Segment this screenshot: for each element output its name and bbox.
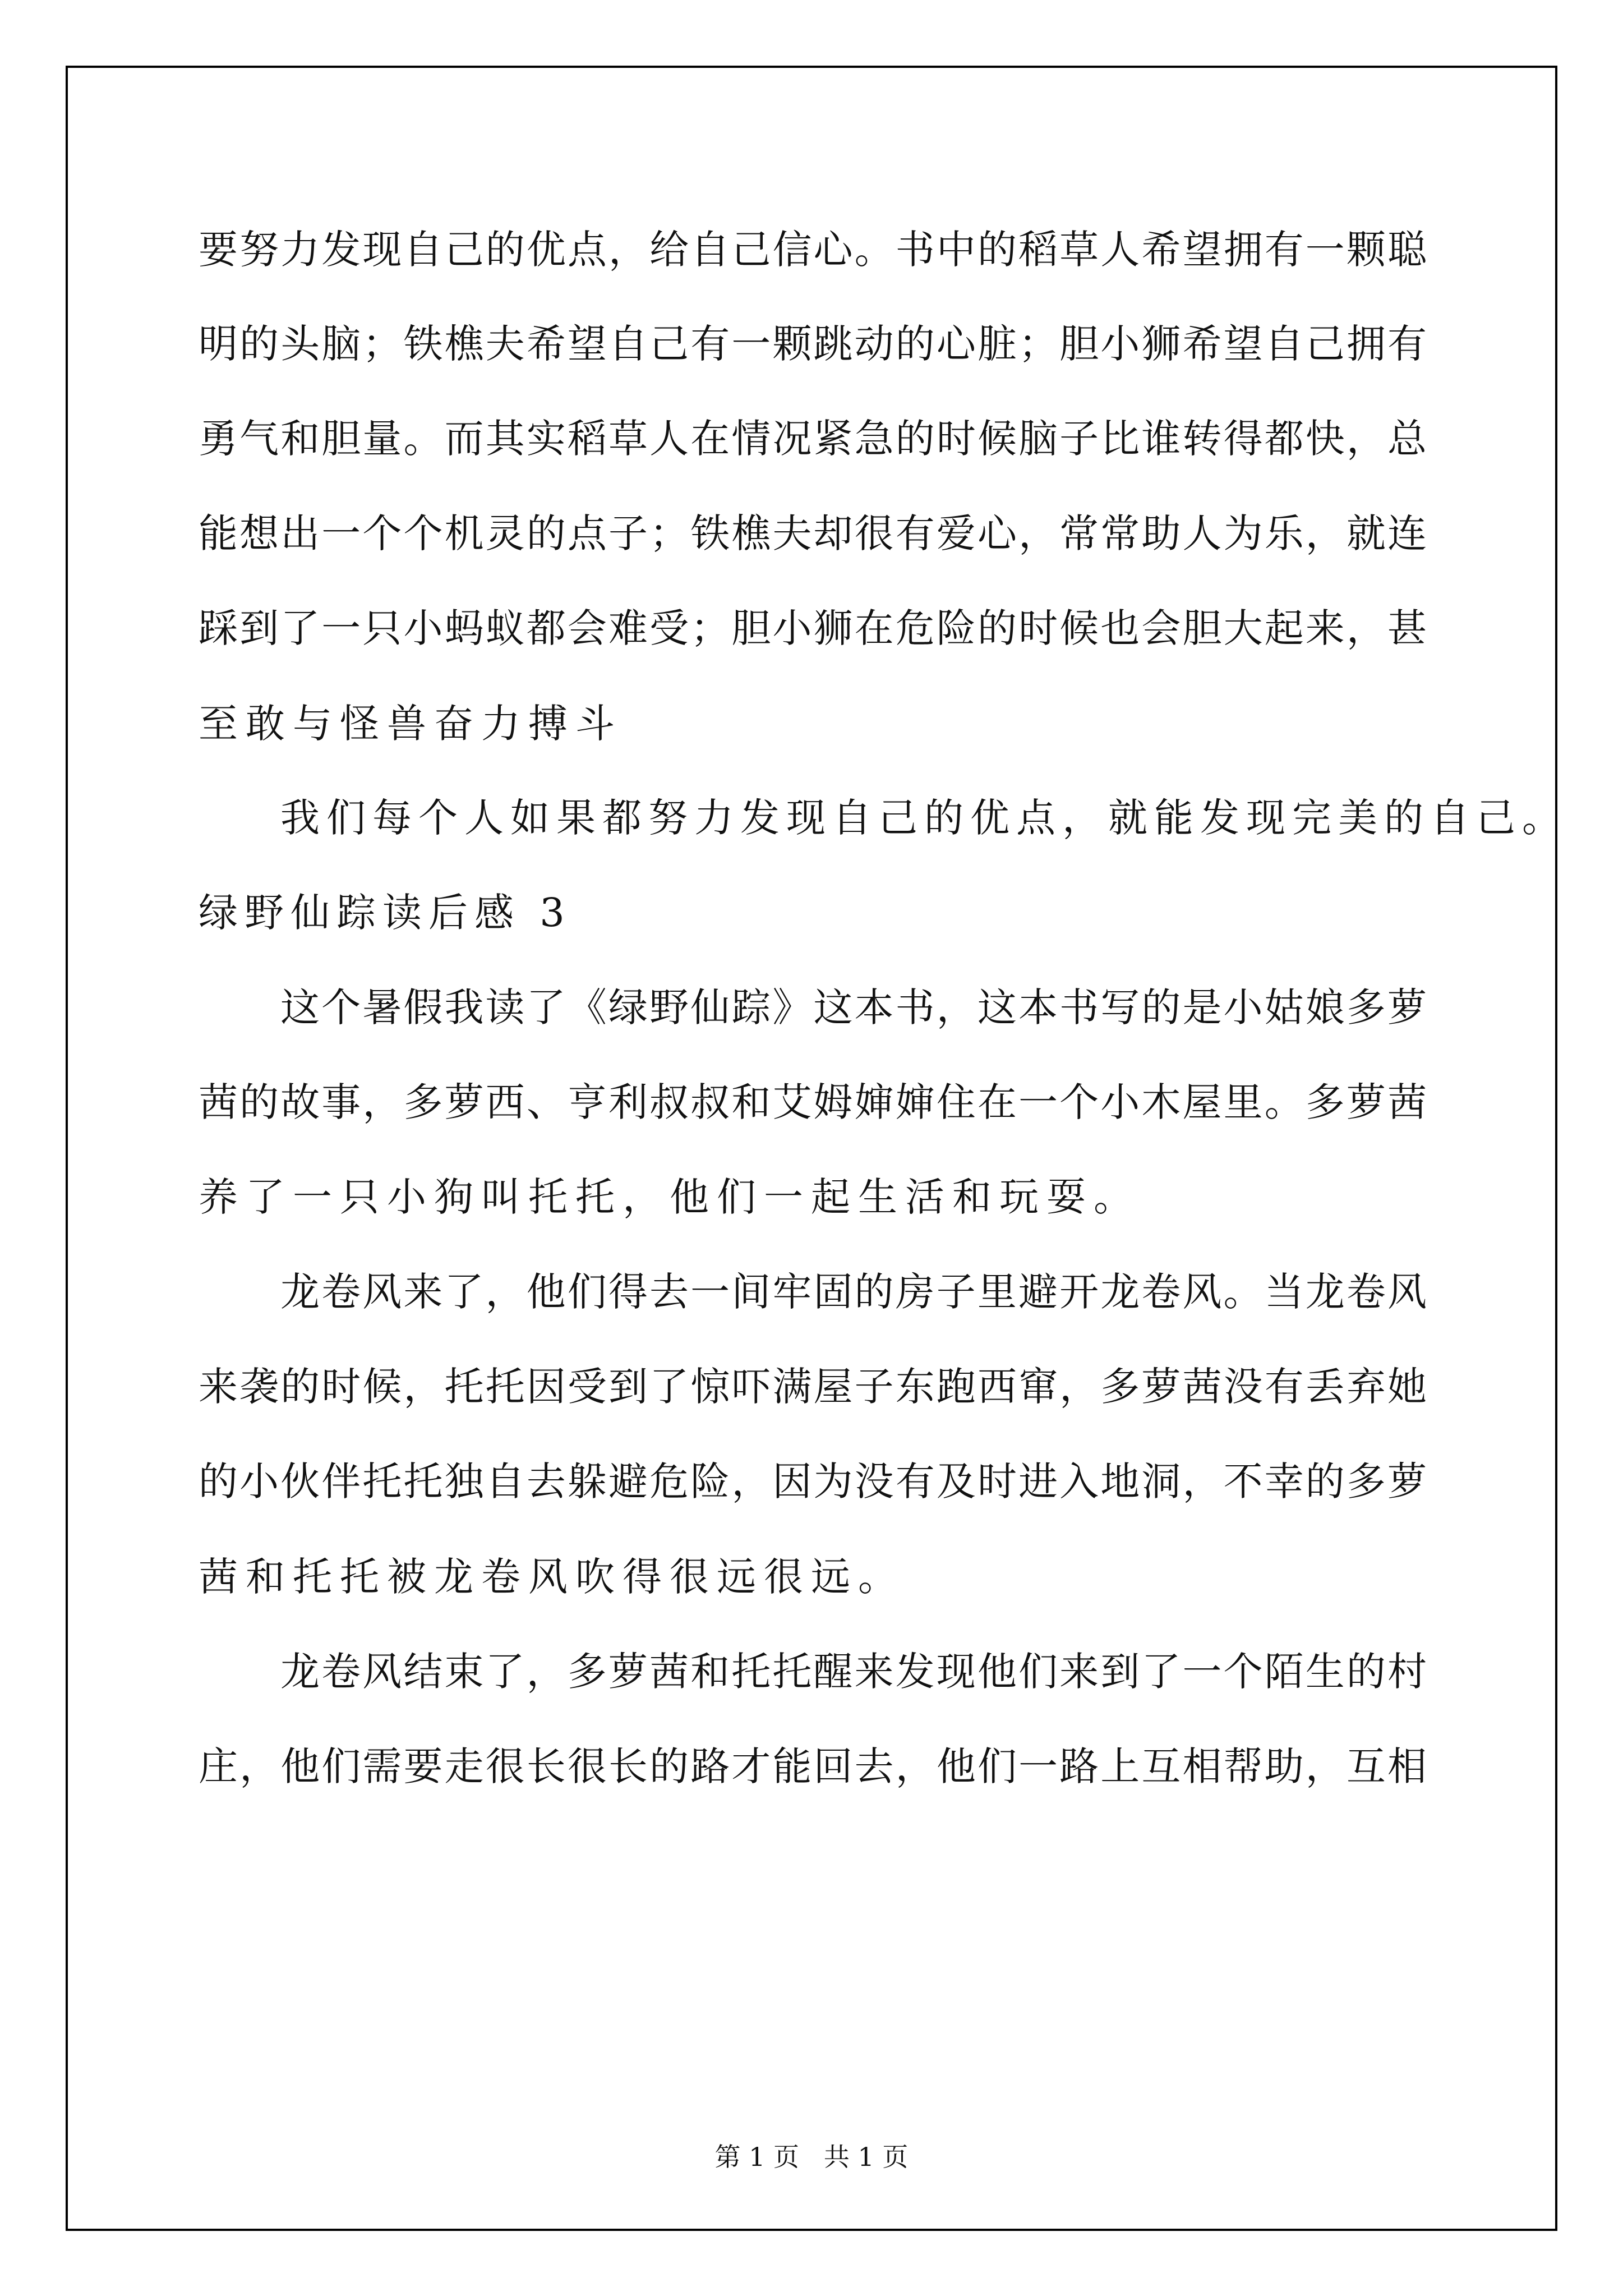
section-heading: 绿野仙踪读后感 3 [199, 890, 571, 936]
text-line: 茜的故事，多萝西、亨利叔叔和艾姆婶婶住在一个小木屋里。多萝茜 [199, 1079, 1427, 1125]
text-line: 茜和托托被龙卷风吹得很远很远。 [199, 1554, 905, 1600]
text-line: 勇气和胆量。而其实稻草人在情况紧急的时候脑子比谁转得都快，总 [199, 416, 1427, 462]
paragraph-start-line: 这个暑假我读了《绿野仙踪》这本书，这本书写的是小姑娘多萝 [280, 984, 1427, 1030]
text-line: 能想出一个个机灵的点子；铁樵夫却很有爱心，常常助人为乐，就连 [199, 510, 1427, 556]
text-line: 明的头脑；铁樵夫希望自己有一颗跳动的心脏；胆小狮希望自己拥有 [199, 321, 1427, 367]
page-border [66, 66, 1568, 2231]
text-line: 庄，他们需要走很长很长的路才能回去，他们一路上互相帮助，互相 [199, 1743, 1427, 1789]
text-line: 的小伙伴托托独自去躲避危险，因为没有及时进入地洞，不幸的多萝 [199, 1458, 1427, 1504]
paragraph-start-line: 龙卷风来了，他们得去一间牢固的房子里避开龙卷风。当龙卷风 [280, 1269, 1427, 1315]
paragraph-start-line: 龙卷风结束了，多萝茜和托托醒来发现他们来到了一个陌生的村 [280, 1649, 1427, 1695]
text-line: 要努力发现自己的优点，给自己信心。书中的稻草人希望拥有一颗聪 [199, 227, 1427, 273]
text-line: 养了一只小狗叫托托，他们一起生活和玩耍。 [199, 1174, 1141, 1220]
text-line: 踩到了一只小蚂蚁都会难受；胆小狮在危险的时候也会胆大起来，甚 [199, 605, 1427, 651]
text-line: 至敢与怪兽奋力搏斗 [199, 701, 623, 747]
text-line: 来袭的时候，托托因受到了惊吓满屋子东跑西窜，多萝茜没有丢弃她 [199, 1364, 1427, 1410]
paragraph-start-line: 我们每个人如果都努力发现自己的优点，就能发现完美的自己。 [280, 795, 1568, 841]
page-footer: 第 1 页 共 1 页 [714, 2142, 909, 2172]
